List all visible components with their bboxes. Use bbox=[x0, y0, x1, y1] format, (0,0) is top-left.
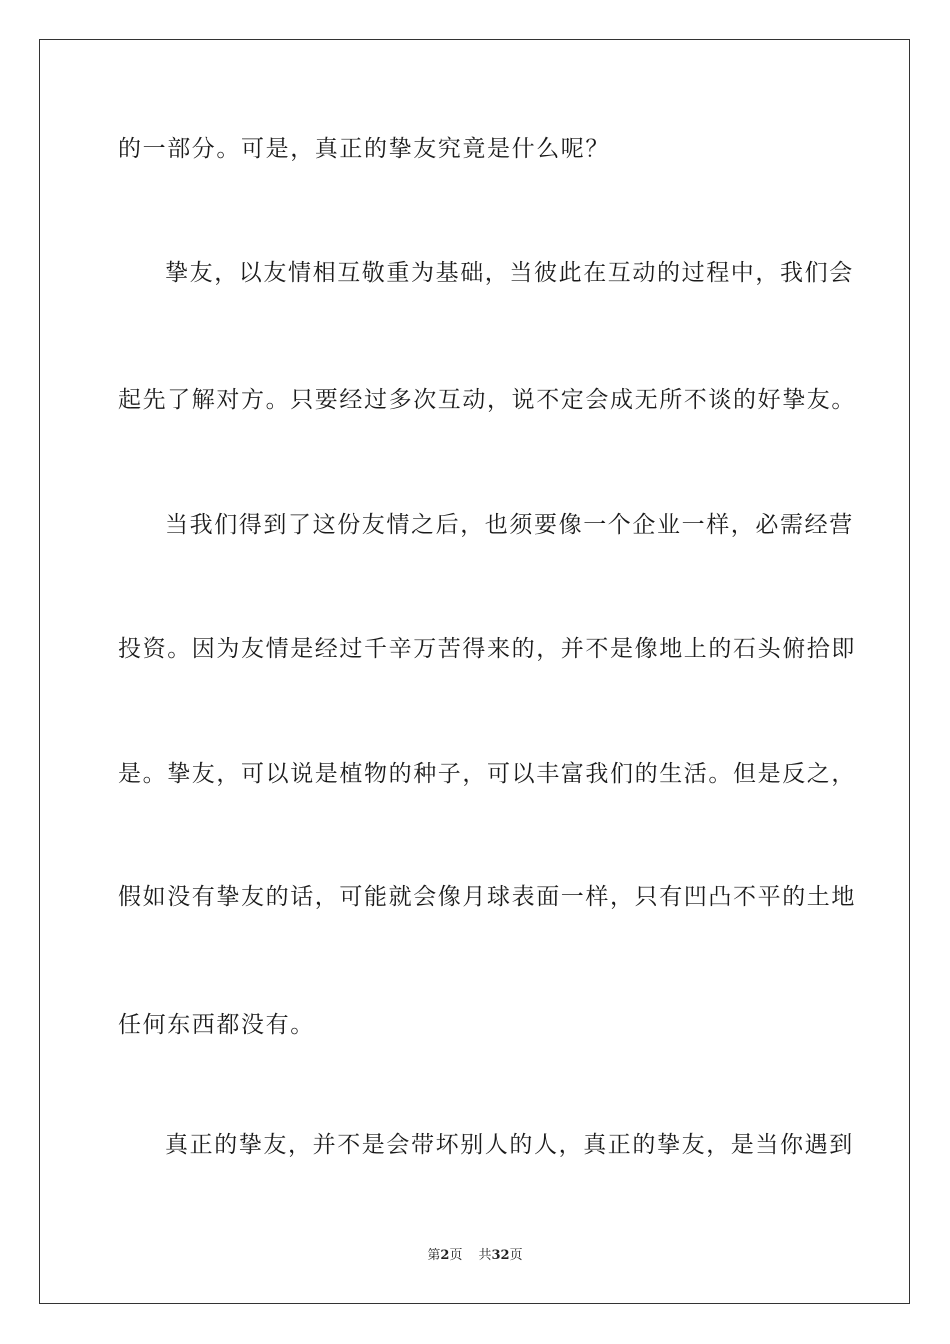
text-line-5: 投资。因为友情是经过千辛万苦得来的，并不是像地上的石头俯拾即 bbox=[118, 636, 856, 662]
footer-total-suffix: 页 bbox=[509, 1248, 523, 1263]
footer-page-number: 2 bbox=[440, 1248, 450, 1263]
page-border bbox=[39, 39, 910, 1304]
footer-page-suffix: 页 bbox=[449, 1248, 463, 1263]
text-line-6: 是。挚友，可以说是植物的种子，可以丰富我们的生活。但是反之， bbox=[118, 761, 856, 787]
text-line-2: 挚友，以友情相互敬重为基础，当彼此在互动的过程中，我们会 bbox=[165, 260, 854, 286]
footer-total-prefix: 共 bbox=[478, 1248, 492, 1263]
text-line-7: 假如没有挚友的话，可能就会像月球表面一样，只有凹凸不平的土地 bbox=[118, 884, 856, 910]
page-footer bbox=[0, 1247, 950, 1265]
text-line-8: 任何东西都没有。 bbox=[118, 1012, 315, 1038]
text-line-9: 真正的挚友，并不是会带坏别人的人，真正的挚友，是当你遇到 bbox=[165, 1132, 854, 1158]
text-line-3: 起先了解对方。只要经过多次互动，说不定会成无所不谈的好挚友。 bbox=[118, 387, 856, 413]
text-line-1: 的一部分。可是，真正的挚友究竟是什么呢？ bbox=[118, 136, 610, 162]
text-line-4: 当我们得到了这份友情之后，也须要像一个企业一样，必需经营 bbox=[165, 512, 854, 538]
footer-page-prefix: 第 bbox=[427, 1248, 441, 1263]
footer-total-pages: 32 bbox=[491, 1248, 510, 1263]
